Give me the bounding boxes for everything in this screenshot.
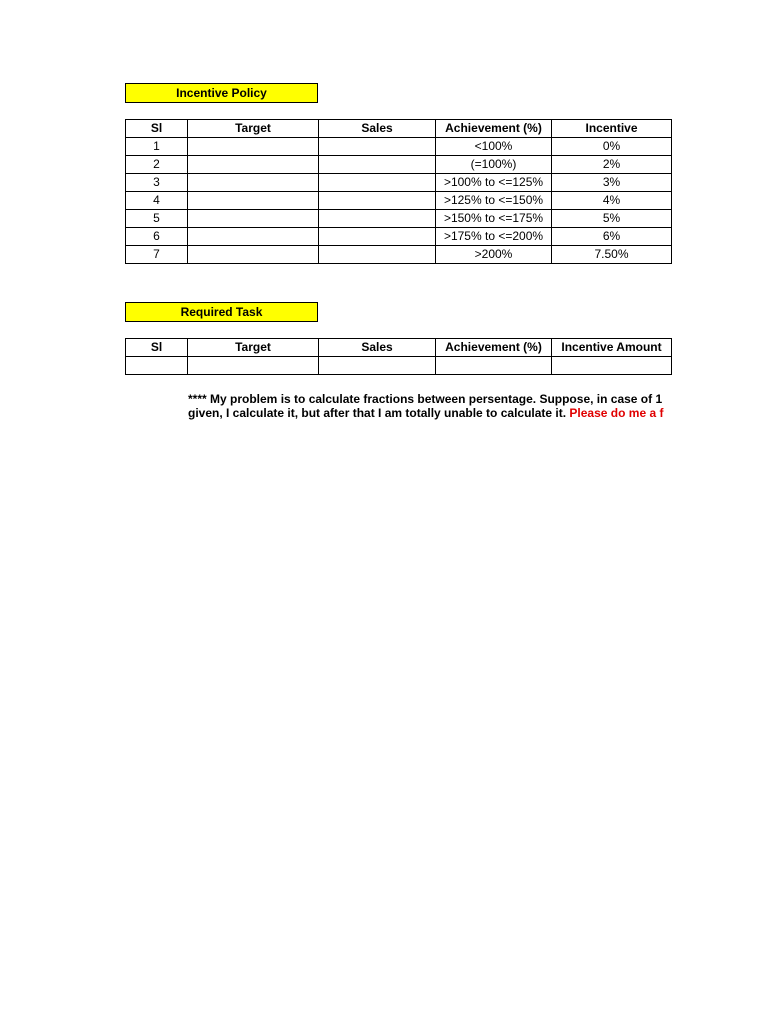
- cell-target[interactable]: [188, 210, 319, 228]
- table-row: [126, 156, 672, 174]
- column-header-sales[interactable]: Sales: [319, 339, 436, 357]
- column-header-achievement[interactable]: Achievement (%): [436, 120, 552, 138]
- column-header-target[interactable]: Target: [188, 339, 319, 357]
- cell-incentive[interactable]: 4%: [552, 192, 672, 210]
- cell-incentive[interactable]: 0%: [552, 138, 672, 156]
- cell-achievement[interactable]: >200%: [436, 246, 552, 264]
- cell-achievement[interactable]: [436, 357, 552, 375]
- column-header-target[interactable]: Target: [188, 120, 319, 138]
- cell-sl[interactable]: 7: [126, 246, 188, 264]
- cell-sl[interactable]: [126, 357, 188, 375]
- table-row: [126, 174, 672, 192]
- cell-achievement[interactable]: >100% to <=125%: [436, 174, 552, 192]
- cell-achievement[interactable]: >175% to <=200%: [436, 228, 552, 246]
- table-row: [126, 228, 672, 246]
- column-header-sl[interactable]: Sl: [126, 339, 188, 357]
- cell-target[interactable]: [188, 228, 319, 246]
- cell-sl[interactable]: 1: [126, 138, 188, 156]
- cell-achievement[interactable]: >125% to <=150%: [436, 192, 552, 210]
- cell-target[interactable]: [188, 357, 319, 375]
- cell-incentive[interactable]: 5%: [552, 210, 672, 228]
- cell-sl[interactable]: 5: [126, 210, 188, 228]
- cell-target[interactable]: [188, 138, 319, 156]
- problem-note: [188, 392, 671, 420]
- table-row: [126, 246, 672, 264]
- note-line-2-text: given, I calculate it, but after that I am totally unable to calculate it.: [188, 406, 570, 420]
- cell-achievement[interactable]: <100%: [436, 138, 552, 156]
- table-header-row: [126, 120, 672, 138]
- cell-sales[interactable]: [319, 228, 436, 246]
- cell-sales[interactable]: [319, 156, 436, 174]
- cell-sl[interactable]: 6: [126, 228, 188, 246]
- column-header-achievement[interactable]: Achievement (%): [436, 339, 552, 357]
- cell-incentive[interactable]: 7.50%: [552, 246, 672, 264]
- cell-sales[interactable]: [319, 192, 436, 210]
- cell-incentive-amount[interactable]: [552, 357, 672, 375]
- note-line-1: **** My problem is to calculate fractions between persentage. Suppose, in case of 1: [188, 392, 663, 406]
- cell-target[interactable]: [188, 246, 319, 264]
- required-task-title: Required Task: [125, 302, 318, 322]
- cell-sales[interactable]: [319, 357, 436, 375]
- cell-target[interactable]: [188, 192, 319, 210]
- column-header-incentive[interactable]: Incentive: [552, 120, 672, 138]
- required-task-table: [125, 338, 672, 375]
- cell-incentive[interactable]: 6%: [552, 228, 672, 246]
- table-row: [126, 138, 672, 156]
- cell-achievement[interactable]: >150% to <=175%: [436, 210, 552, 228]
- cell-target[interactable]: [188, 174, 319, 192]
- cell-sales[interactable]: [319, 210, 436, 228]
- incentive-policy-table: [125, 119, 672, 264]
- cell-sl[interactable]: 4: [126, 192, 188, 210]
- column-header-sl[interactable]: Sl: [126, 120, 188, 138]
- cell-incentive[interactable]: 2%: [552, 156, 672, 174]
- note-request-highlight: Please do me a f: [569, 406, 664, 420]
- cell-target[interactable]: [188, 156, 319, 174]
- cell-achievement[interactable]: (=100%): [436, 156, 552, 174]
- cell-sl[interactable]: 2: [126, 156, 188, 174]
- table-row: [126, 192, 672, 210]
- column-header-incentive-amount[interactable]: Incentive Amount: [552, 339, 672, 357]
- cell-sl[interactable]: 3: [126, 174, 188, 192]
- cell-sales[interactable]: [319, 246, 436, 264]
- cell-incentive[interactable]: 3%: [552, 174, 672, 192]
- table-row: [126, 210, 672, 228]
- table-row: [126, 357, 672, 375]
- note-line-2: [188, 406, 671, 420]
- column-header-sales[interactable]: Sales: [319, 120, 436, 138]
- cell-sales[interactable]: [319, 174, 436, 192]
- incentive-policy-title: Incentive Policy: [125, 83, 318, 103]
- cell-sales[interactable]: [319, 138, 436, 156]
- table-header-row: [126, 339, 672, 357]
